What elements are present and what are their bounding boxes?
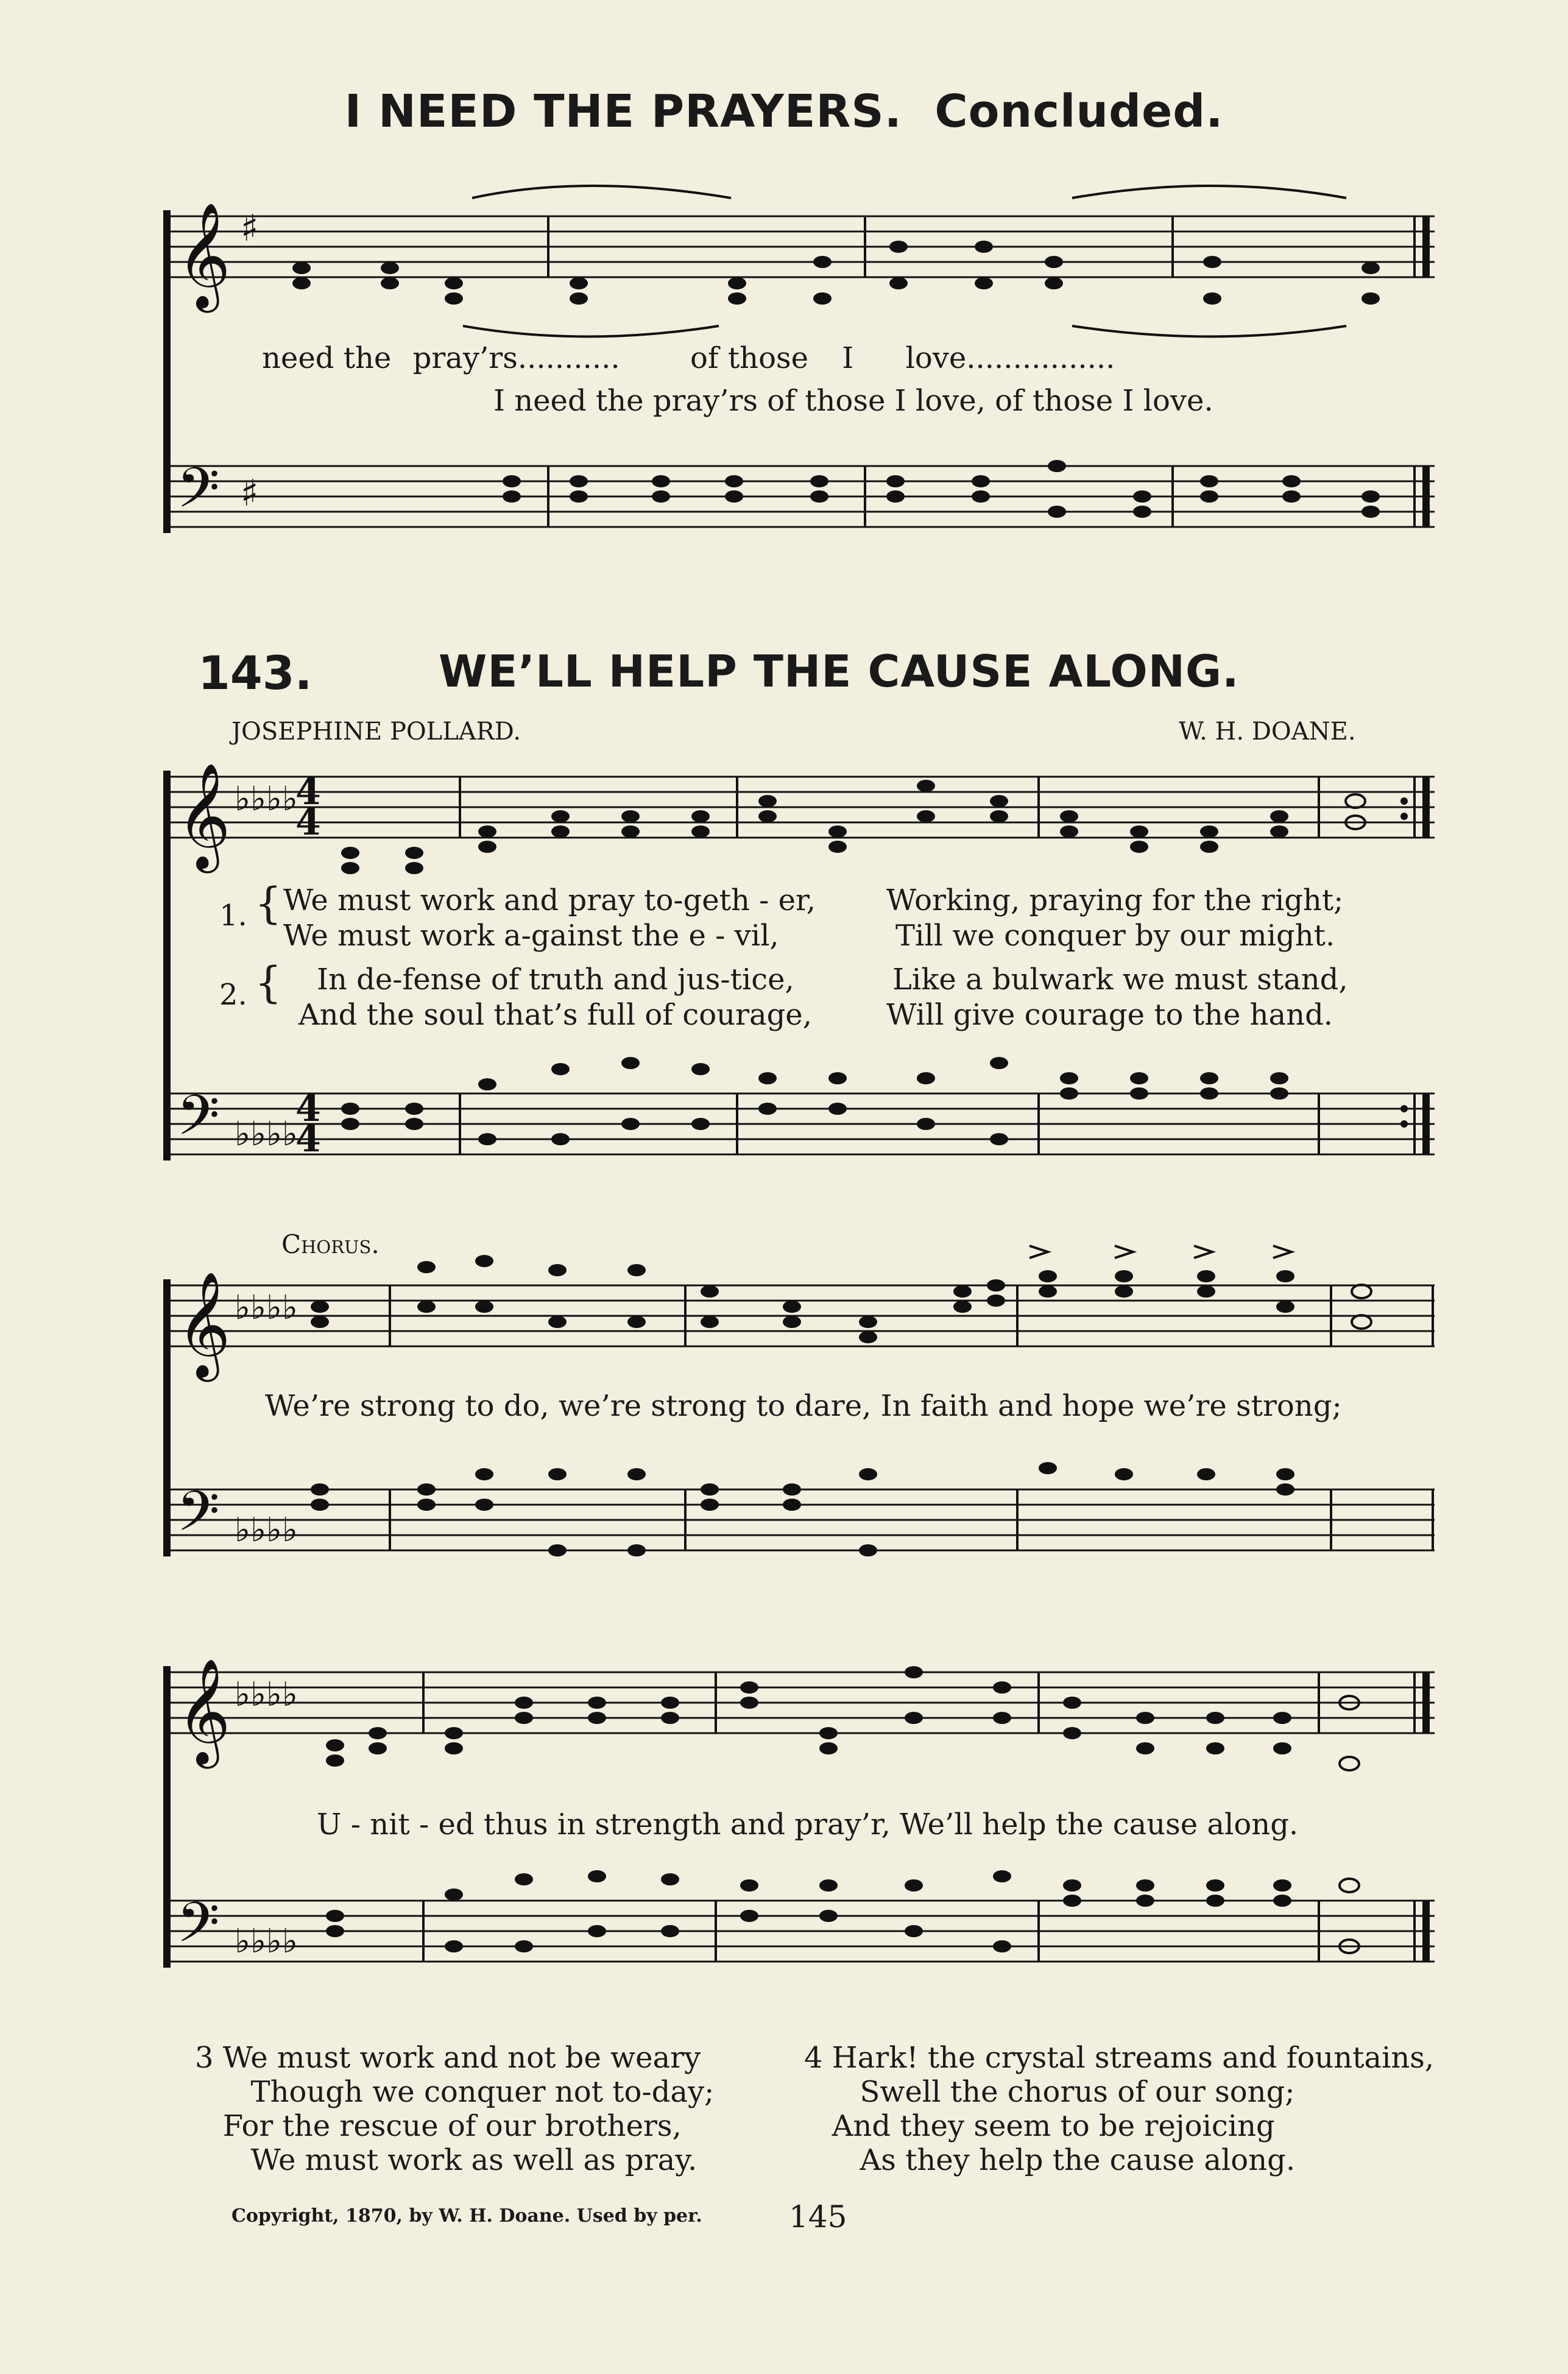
- bass-clef-icon: 𝄢: [177, 456, 220, 534]
- treble-clef-icon: 𝄞: [177, 202, 231, 308]
- lyric-line-1: [262, 341, 1115, 375]
- svg-text:♭♭♭♭: ♭♭♭♭: [235, 1288, 298, 1327]
- svg-text:𝄢: 𝄢: [177, 1479, 220, 1557]
- verse-3: 3 We must work and not be weary Though we conquer not to-day; For the rescue of our brothers, We must work as well as pray.: [195, 2041, 715, 2177]
- svg-text:4: 4: [295, 1087, 321, 1130]
- lyric-word: love................: [905, 341, 1115, 375]
- verse-1-line-1b: Working, praying for the right;: [886, 883, 1344, 917]
- svg-text:♭♭♭♭: ♭♭♭♭: [235, 1114, 298, 1153]
- lyric-word: need the: [262, 341, 392, 375]
- svg-text:4: 4: [295, 801, 321, 844]
- brace-icon: {: [255, 878, 282, 928]
- svg-text:4: 4: [295, 771, 321, 813]
- hymn-author: JOSEPHINE POLLARD.: [231, 718, 521, 746]
- svg-text:4: 4: [295, 1118, 321, 1161]
- hymn-number: 143.: [198, 646, 313, 700]
- brace-icon: {: [255, 958, 282, 1008]
- system-a-bass-staff: [168, 466, 1435, 527]
- page-title-main: I NEED THE PRAYERS.: [344, 85, 902, 138]
- svg-text:♯: ♯: [241, 207, 259, 250]
- hymn-title: WE’LL HELP THE CAUSE ALONG.: [439, 646, 1240, 697]
- page-title-suffix: Concluded.: [934, 85, 1224, 138]
- lyric-word: pray’rs...........: [412, 341, 620, 375]
- verse-1-line-2: We must work a-gainst the e - vil,: [283, 919, 779, 953]
- chorus-line-2: U - nit - ed thus in strength and pray’r, We’ll help the cause along.: [317, 1807, 1299, 1842]
- svg-text:♯: ♯: [241, 472, 259, 515]
- svg-text:♭♭♭♭: ♭♭♭♭: [235, 779, 298, 818]
- verse-4: 4 Hark! the crystal streams and fountains, Swell the chorus of our song; And they seem to be rejoicing As they help the cause along.: [804, 2041, 1435, 2177]
- svg-text:𝄞: 𝄞: [177, 1271, 231, 1377]
- lyric-line-2: I need the pray’rs of those I love, of those I love.: [493, 384, 1213, 418]
- verse-2-line-1b: Like a bulwark we must stand,: [892, 963, 1348, 997]
- page-number: 145: [789, 2199, 847, 2234]
- verse-2-line-2: And the soul that’s full of courage,: [298, 998, 812, 1032]
- chorus-line-1: We’re strong to do, we’re strong to dare, In faith and hope we’re strong;: [265, 1389, 1342, 1423]
- chorus-label: Chorus.: [281, 1229, 380, 1259]
- svg-text:𝄢: 𝄢: [177, 1890, 220, 1968]
- svg-text:♭♭♭♭: ♭♭♭♭: [235, 1675, 298, 1714]
- svg-text:♭♭♭♭: ♭♭♭♭: [235, 1510, 298, 1549]
- verse-number-1: 1.: [219, 899, 247, 933]
- verse-2-line-2b: Will give courage to the hand.: [886, 998, 1333, 1032]
- hymn-composer: W. H. DOANE.: [1179, 718, 1356, 746]
- verse-1-line-2b: Till we conquer by our might.: [895, 919, 1335, 953]
- verse-1-line-1: We must work and pray to-geth - er,: [283, 883, 816, 917]
- svg-text:𝄢: 𝄢: [177, 1083, 220, 1161]
- verse-number-2: 2.: [219, 978, 247, 1012]
- svg-text:𝄞: 𝄞: [177, 1658, 231, 1764]
- lyric-word: of those: [690, 341, 808, 375]
- lyric-word: I: [842, 341, 854, 375]
- verse-2-line-1: In de-fense of truth and jus-tice,: [317, 963, 794, 997]
- svg-text:♭♭♭♭: ♭♭♭♭: [235, 1921, 298, 1960]
- system-a-treble-staff: [168, 216, 1435, 277]
- copyright-note: Copyright, 1870, by W. H. Doane. Used by per.: [231, 2205, 702, 2227]
- svg-text:𝄞: 𝄞: [177, 763, 231, 869]
